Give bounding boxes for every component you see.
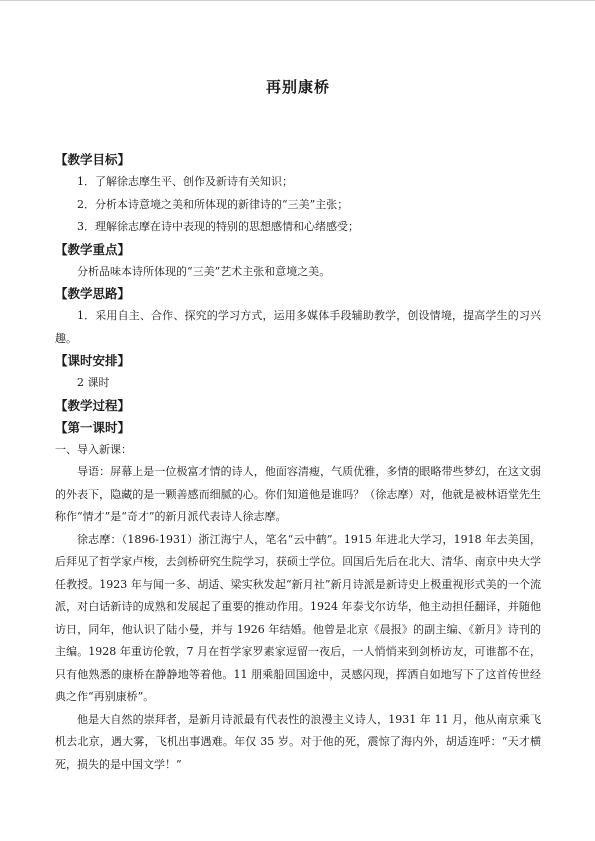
death-paragraph: 他是大自然的崇拜者，是新月诗派最有代表性的浪漫主义诗人，1931 年 11 月，他从南京乘飞机去北京，遇大雾，飞机出事遇难。年仅 35 岁。对于他的死，震惊了海内外，胡适连呼：“天才横死，损失的是中国文学！”: [55, 712, 541, 771]
process-heading: 【教学过程】: [55, 397, 131, 413]
approach-text: 1．采用自主、合作、探究的学习方式，运用多媒体手段辅助教学，创设情境，提高学生的习兴趣。: [55, 309, 541, 345]
page-top-border: [0, 0, 595, 1]
document-page: [55, 76, 541, 776]
lesson1-heading: 【第一课时】: [55, 419, 131, 435]
bio-paragraph: 徐志摩：（1896-1931）浙江海宁人，笔名“云中鹤”。1915 年进北大学习，1918 年去美国，后拜见了哲学家卢梭，去剑桥研究生院学习，获硕士学位。回国后先后在北大、清华、南京中央大学任教授。1923 年与闻一多、胡适、梁实秋发起“新月社”新月诗派是新诗史上极重视形式美的一个流派，对白话新诗的成熟和发展起了重要的推动作用。1924 年泰戈尔访华，他主动担任翻译，并随他访日，同年，他认识了陆小曼，并与 1926 年结婚。他曾是北京《晨报》的副主编、《新月》诗刊的主编。1928 年重访伦敦，7 月在哲学家罗素家逗留一夜后，一人悄悄来到剑桥访友，可谁都不在，只有他熟悉的康桥在静静地等着他。11 朋乘船回国途中，灵感闪现，挥洒自如地写下了这首传世经典之作“再别康桥”。: [55, 532, 541, 703]
lesson1-subheading: 一、导入新课：: [55, 442, 132, 456]
focus-text: 分析品味本诗所体现的“三美”艺术主张和意境之美。: [77, 264, 331, 278]
approach-heading: 【教学思路】: [55, 286, 131, 301]
schedule-heading: 【课时安排】: [55, 353, 131, 368]
goal-item: 1．了解徐志摩生平、创作及新诗有关知识；: [77, 175, 293, 188]
goal-item: 2．分析本诗意境之美和所体现的新律诗的“三美”主张；: [77, 197, 349, 211]
page-title: 再别康桥: [265, 78, 330, 96]
schedule-text: 2 课时: [77, 376, 110, 389]
goal-item: 3．理解徐志摩在诗中表现的特别的思想感情和心绪感受；: [77, 220, 359, 233]
intro-paragraph: 导语：屏幕上是一位极富才情的诗人，他面容清瘦，气质优雅，多情的眼略带些梦幻，在这文弱的外表下，隐藏的是一颗善感而细腻的心。你们知道他是谁吗？（徐志摩）对，他就是被林语堂先生称作“情才”是“奇才”的新月派代表诗人徐志摩。: [55, 465, 541, 523]
goals-heading: 【教学目标】: [55, 152, 131, 167]
focus-heading: 【教学重点】: [55, 241, 131, 257]
